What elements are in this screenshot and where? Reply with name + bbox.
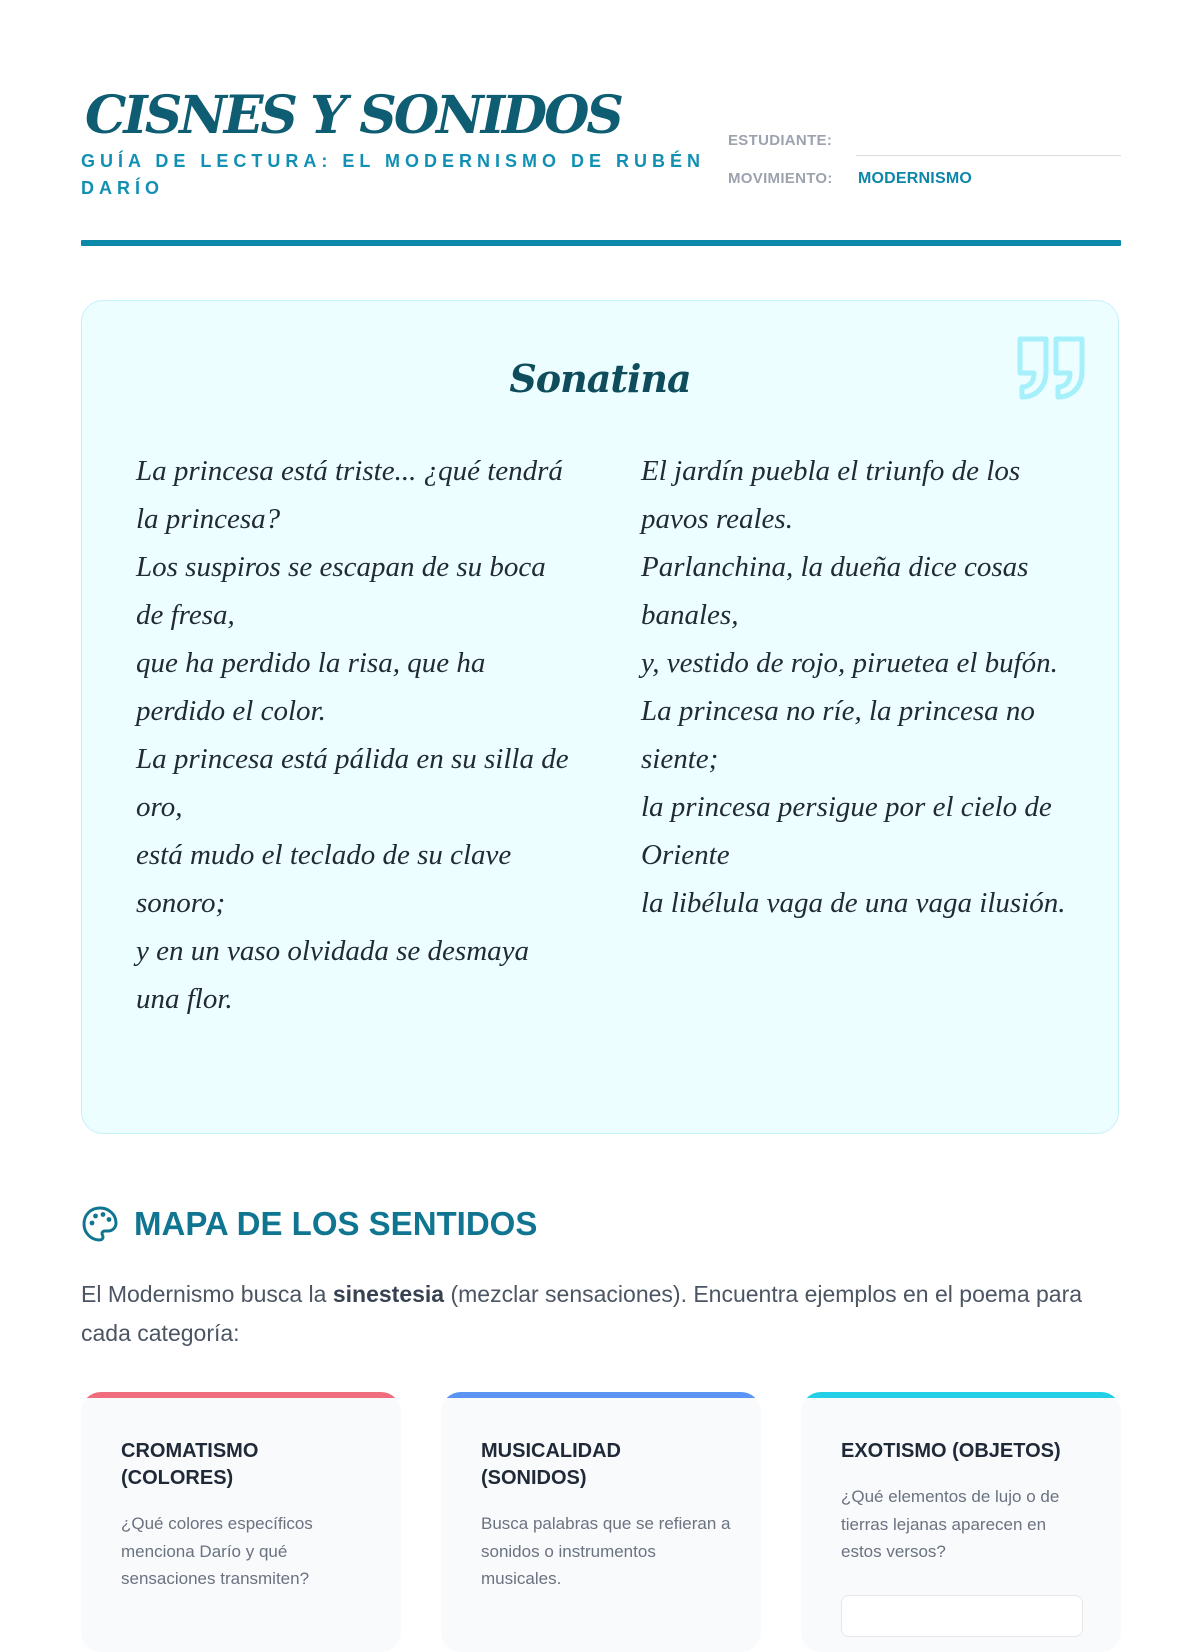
card-objects [801, 1392, 1121, 1652]
meta-fields [728, 130, 1121, 206]
student-label: ESTUDIANTE: [728, 132, 833, 149]
verse-line: y, vestido de rojo, piruetea el bufón. [641, 647, 1058, 679]
card-accent-bar [81, 1392, 401, 1398]
verses-right-column [641, 447, 1081, 927]
card-prompt: Busca palabras que se refieran a sonidos o instrumentos musicales. [481, 1514, 731, 1588]
student-name-field[interactable] [856, 155, 1121, 156]
student-row [728, 130, 1121, 168]
senses-section-heading [81, 1203, 781, 1247]
description-text: (mezclar sensaciones). Encuentra ejemplos en el poema para cada categoría: [81, 1281, 1083, 1346]
section-title: MAPA DE LOS SENTIDOS [134, 1205, 538, 1242]
card-colors [81, 1392, 401, 1652]
card-prompt: ¿Qué elementos de lujo o de tierras lejanas aparecen en estos versos? [841, 1487, 1060, 1561]
verse-line: El jardín puebla el triunfo de los pavos reales. [641, 455, 1021, 535]
card-sounds [441, 1392, 761, 1652]
movement-value: MODERNISMO [858, 170, 972, 187]
page-subtitle: GUÍA DE LECTURA: EL MODERNISMO DE RUBÉN DARÍO [81, 151, 706, 198]
verse-line: La princesa está pálida en su silla de oro, [136, 743, 569, 823]
page-title: CISNES Y SONIDOS [85, 85, 621, 146]
card-accent-bar [801, 1392, 1121, 1398]
verse-line: que ha perdido la risa, que ha perdido el color. [136, 647, 486, 727]
movement-row [728, 168, 1121, 206]
card-title: EXOTISMO (OBJETOS) [841, 1440, 1061, 1462]
verse-line: Los suspiros se escapan de su boca de fresa, [136, 551, 546, 631]
sense-cards [81, 1392, 1121, 1632]
verse-line: la libélula vaga de una vaga ilusión. [641, 887, 1066, 919]
poem-title: Sonatina [509, 356, 691, 401]
verses-left-column [136, 447, 576, 1023]
card-prompt: ¿Qué colores específicos menciona Darío y qué sensaciones transmiten? [121, 1514, 313, 1588]
section-description [81, 1275, 1121, 1353]
verse-line: y en un vaso olvidada se desmaya una flor. [136, 935, 530, 1015]
card-title: CROMATISMO (COLORES) [121, 1440, 259, 1489]
verse-line: la princesa persigue por el cielo de Oriente [641, 791, 1052, 871]
verse-line: está mudo el teclado de su clave sonoro; [136, 839, 512, 919]
card-content [481, 1438, 731, 1593]
card-content [841, 1438, 1091, 1566]
header-divider [81, 240, 1121, 246]
verse-line: Parlanchina, la dueña dice cosas banales, [641, 551, 1029, 631]
verse-line: La princesa no ríe, la princesa no siente; [641, 695, 1035, 775]
card-accent-bar [441, 1392, 761, 1398]
description-keyword: sinestesia [332, 1281, 445, 1307]
palette-icon [81, 1205, 119, 1243]
header [81, 85, 1121, 245]
movement-label: MOVIMIENTO: [728, 170, 833, 187]
description-text: El Modernismo busca la [81, 1281, 333, 1307]
card-title: MUSICALIDAD (SONIDOS) [481, 1440, 621, 1489]
poem-card [81, 300, 1119, 1134]
answer-field[interactable] [841, 1595, 1083, 1637]
card-content [121, 1438, 371, 1593]
verse-line: La princesa está triste... ¿qué tendrá la princesa? [136, 455, 563, 535]
